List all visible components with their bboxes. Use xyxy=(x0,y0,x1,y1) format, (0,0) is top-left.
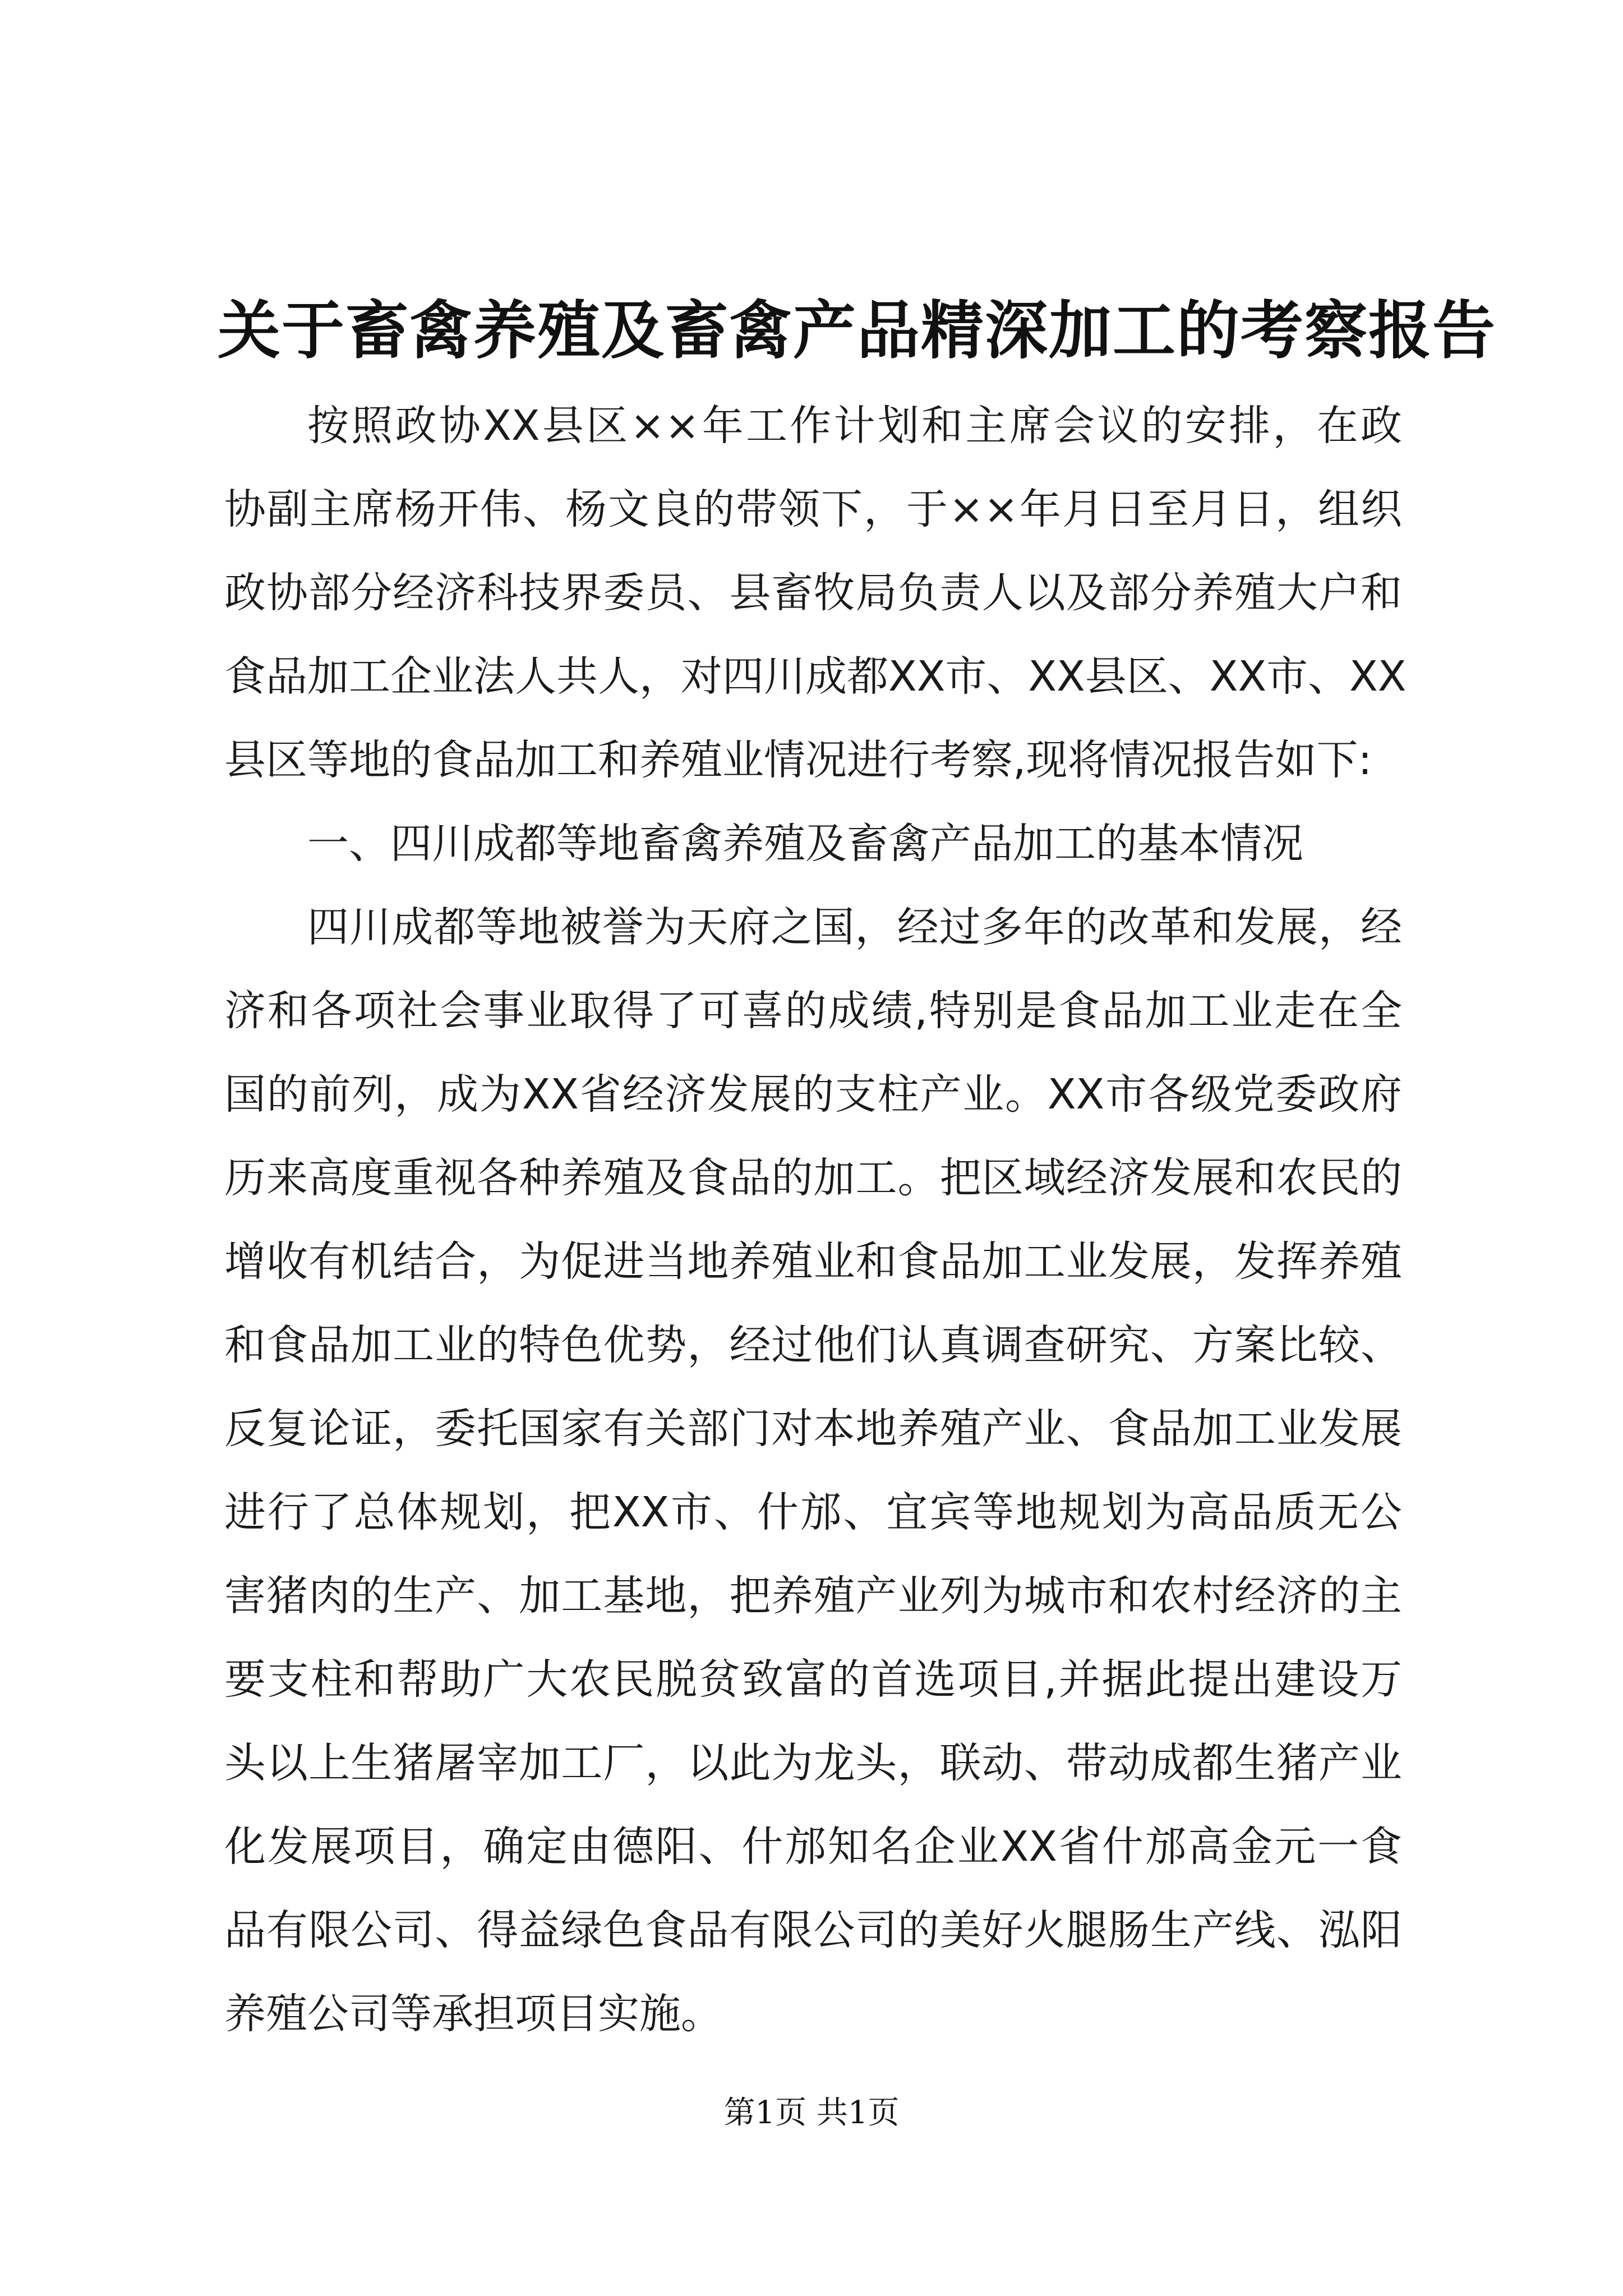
paragraph-line: 县区等地的食品加工和养殖业情况进行考察,现将情况报告如下: xyxy=(224,736,1372,784)
paragraph-line: 养殖公司等承担项目实施。 xyxy=(224,1990,722,2038)
section-heading xyxy=(224,802,1402,886)
document-body xyxy=(224,384,1407,2056)
page-footer: 第1页 共1页 xyxy=(723,2095,900,2131)
paragraph-line: 食品加工企业法人共人，对四川成都XX市、XX县区、XX市、XX xyxy=(224,652,1407,701)
paragraph-line: 增收有机结合，为促进当地养殖业和食品加工业发展，发挥养殖 xyxy=(224,1237,1402,1286)
paragraph-line: 济和各项社会事业取得了可喜的成绩,特别是食品加工业走在全 xyxy=(224,987,1402,1035)
paragraph-line: 化发展项目，确定由德阳、什邡知名企业XX省什邡高金元一食 xyxy=(224,1823,1402,1871)
paragraph-intro xyxy=(224,384,1407,802)
paragraph-situation xyxy=(224,886,1402,2056)
paragraph-line: 要支柱和帮助广大农民脱贫致富的首选项目,并据此提出建设万 xyxy=(224,1655,1402,1704)
section-heading-line: 一、四川成都等地畜禽养殖及畜禽产品加工的基本情况 xyxy=(307,820,1303,868)
paragraph-line: 进行了总体规划，把XX市、什邡、宜宾等地规划为高品质无公 xyxy=(224,1488,1402,1536)
paragraph-line: 反复论证，委托国家有关部门对本地养殖产业、食品加工业发展 xyxy=(224,1405,1402,1453)
paragraph-line: 品有限公司、得益绿色食品有限公司的美好火腿肠生产线、泓阳 xyxy=(224,1906,1402,1954)
document-title: 关于畜禽养殖及畜禽产品精深加工的考察报告 xyxy=(218,294,1496,367)
paragraph-line: 协副主席杨开伟、杨文良的带领下，于××年月日至月日，组织 xyxy=(224,485,1402,533)
paragraph-line: 历来高度重视各种养殖及食品的加工。把区域经济发展和农民的 xyxy=(224,1154,1402,1202)
paragraph-line: 四川成都等地被誉为天府之国，经过多年的改革和发展，经 xyxy=(307,903,1402,951)
paragraph-line: 害猪肉的生产、加工基地，把养殖产业列为城市和农村经济的主 xyxy=(224,1572,1402,1620)
paragraph-line: 头以上生猪屠宰加工厂，以此为龙头，联动、带动成都生猪产业 xyxy=(224,1739,1402,1787)
paragraph-line: 按照政协XX县区××年工作计划和主席会议的安排，在政 xyxy=(307,402,1402,450)
paragraph-line: 政协部分经济科技界委员、县畜牧局负责人以及部分养殖大户和 xyxy=(224,569,1402,617)
paragraph-line: 国的前列，成为XX省经济发展的支柱产业。XX市各级党委政府 xyxy=(224,1070,1402,1119)
paragraph-line: 和食品加工业的特色优势，经过他们认真调查研究、方案比较、 xyxy=(224,1321,1402,1369)
